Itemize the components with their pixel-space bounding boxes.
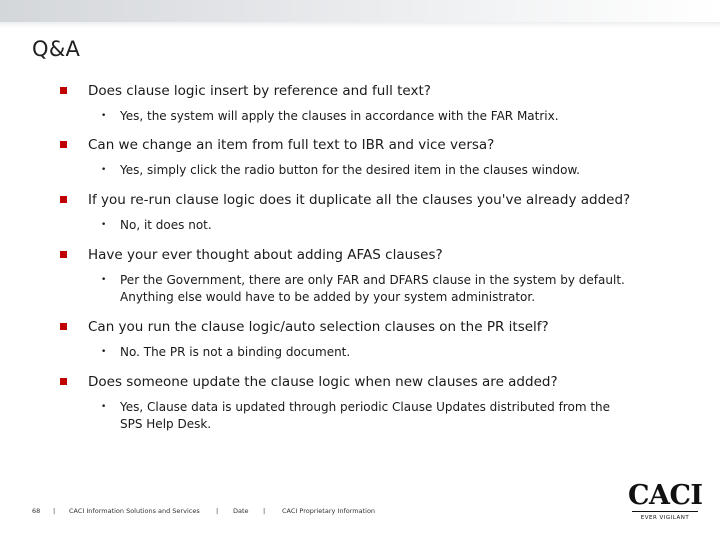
footer-separator: |: [263, 507, 266, 515]
answer-1: Yes, the system will apply the clauses in accordance with the FAR Matrix.: [120, 109, 559, 123]
logo-tagline: EVER VIGILANT: [640, 515, 690, 521]
question-bullet: [60, 251, 67, 258]
footer-separator: |: [216, 507, 219, 515]
footer-date: Date: [233, 507, 249, 515]
question-bullet: [60, 141, 67, 148]
logo-divider: [632, 511, 698, 512]
answer-5: No. The PR is not a binding document.: [120, 345, 351, 359]
answer-bullet: •: [101, 220, 107, 230]
answer-3: No, it does not.: [120, 218, 212, 232]
answer-bullet: •: [101, 165, 107, 175]
logo-wordmark: CACI: [628, 480, 703, 511]
question-bullet: [60, 323, 67, 330]
answer-bullet: •: [101, 347, 107, 357]
question-6: Does someone update the clause logic when new clauses are added?: [88, 374, 558, 390]
slide-title: Q&A: [32, 37, 81, 61]
question-bullet: [60, 378, 67, 385]
answer-bullet: •: [101, 111, 107, 121]
caci-logo: [628, 480, 703, 524]
footer-classification: CACI Proprietary Information: [282, 507, 376, 515]
answer-4-line-2: Anything else would have to be added by your system administrator.: [120, 290, 536, 304]
header-band: [0, 0, 720, 22]
answer-6-line-2: SPS Help Desk.: [120, 417, 212, 431]
answer-2: Yes, simply click the radio button for the desired item in the clauses window.: [120, 163, 580, 177]
question-3: If you re-run clause logic does it duplicate all the clauses you've already added?: [88, 192, 631, 208]
question-5: Can you run the clause logic/auto selection clauses on the PR itself?: [88, 319, 549, 335]
question-4: Have your ever thought about adding AFAS clauses?: [88, 247, 443, 263]
question-1: Does clause logic insert by reference and full text?: [88, 83, 431, 99]
answer-bullet: •: [101, 275, 107, 285]
question-bullet: [60, 87, 67, 94]
answer-4-line-1: Per the Government, there are only FAR and DFARS clause in the system by default.: [120, 273, 625, 287]
answer-6-line-1: Yes, Clause data is updated through periodic Clause Updates distributed from the: [120, 400, 611, 414]
question-bullet: [60, 196, 67, 203]
footer-separator: |: [53, 507, 56, 515]
footer: [0, 507, 720, 519]
footer-company: CACI Information Solutions and Services: [69, 507, 200, 515]
question-2: Can we change an item from full text to IBR and vice versa?: [88, 137, 495, 153]
answer-bullet: •: [101, 402, 107, 412]
page-number: 68: [32, 507, 41, 515]
